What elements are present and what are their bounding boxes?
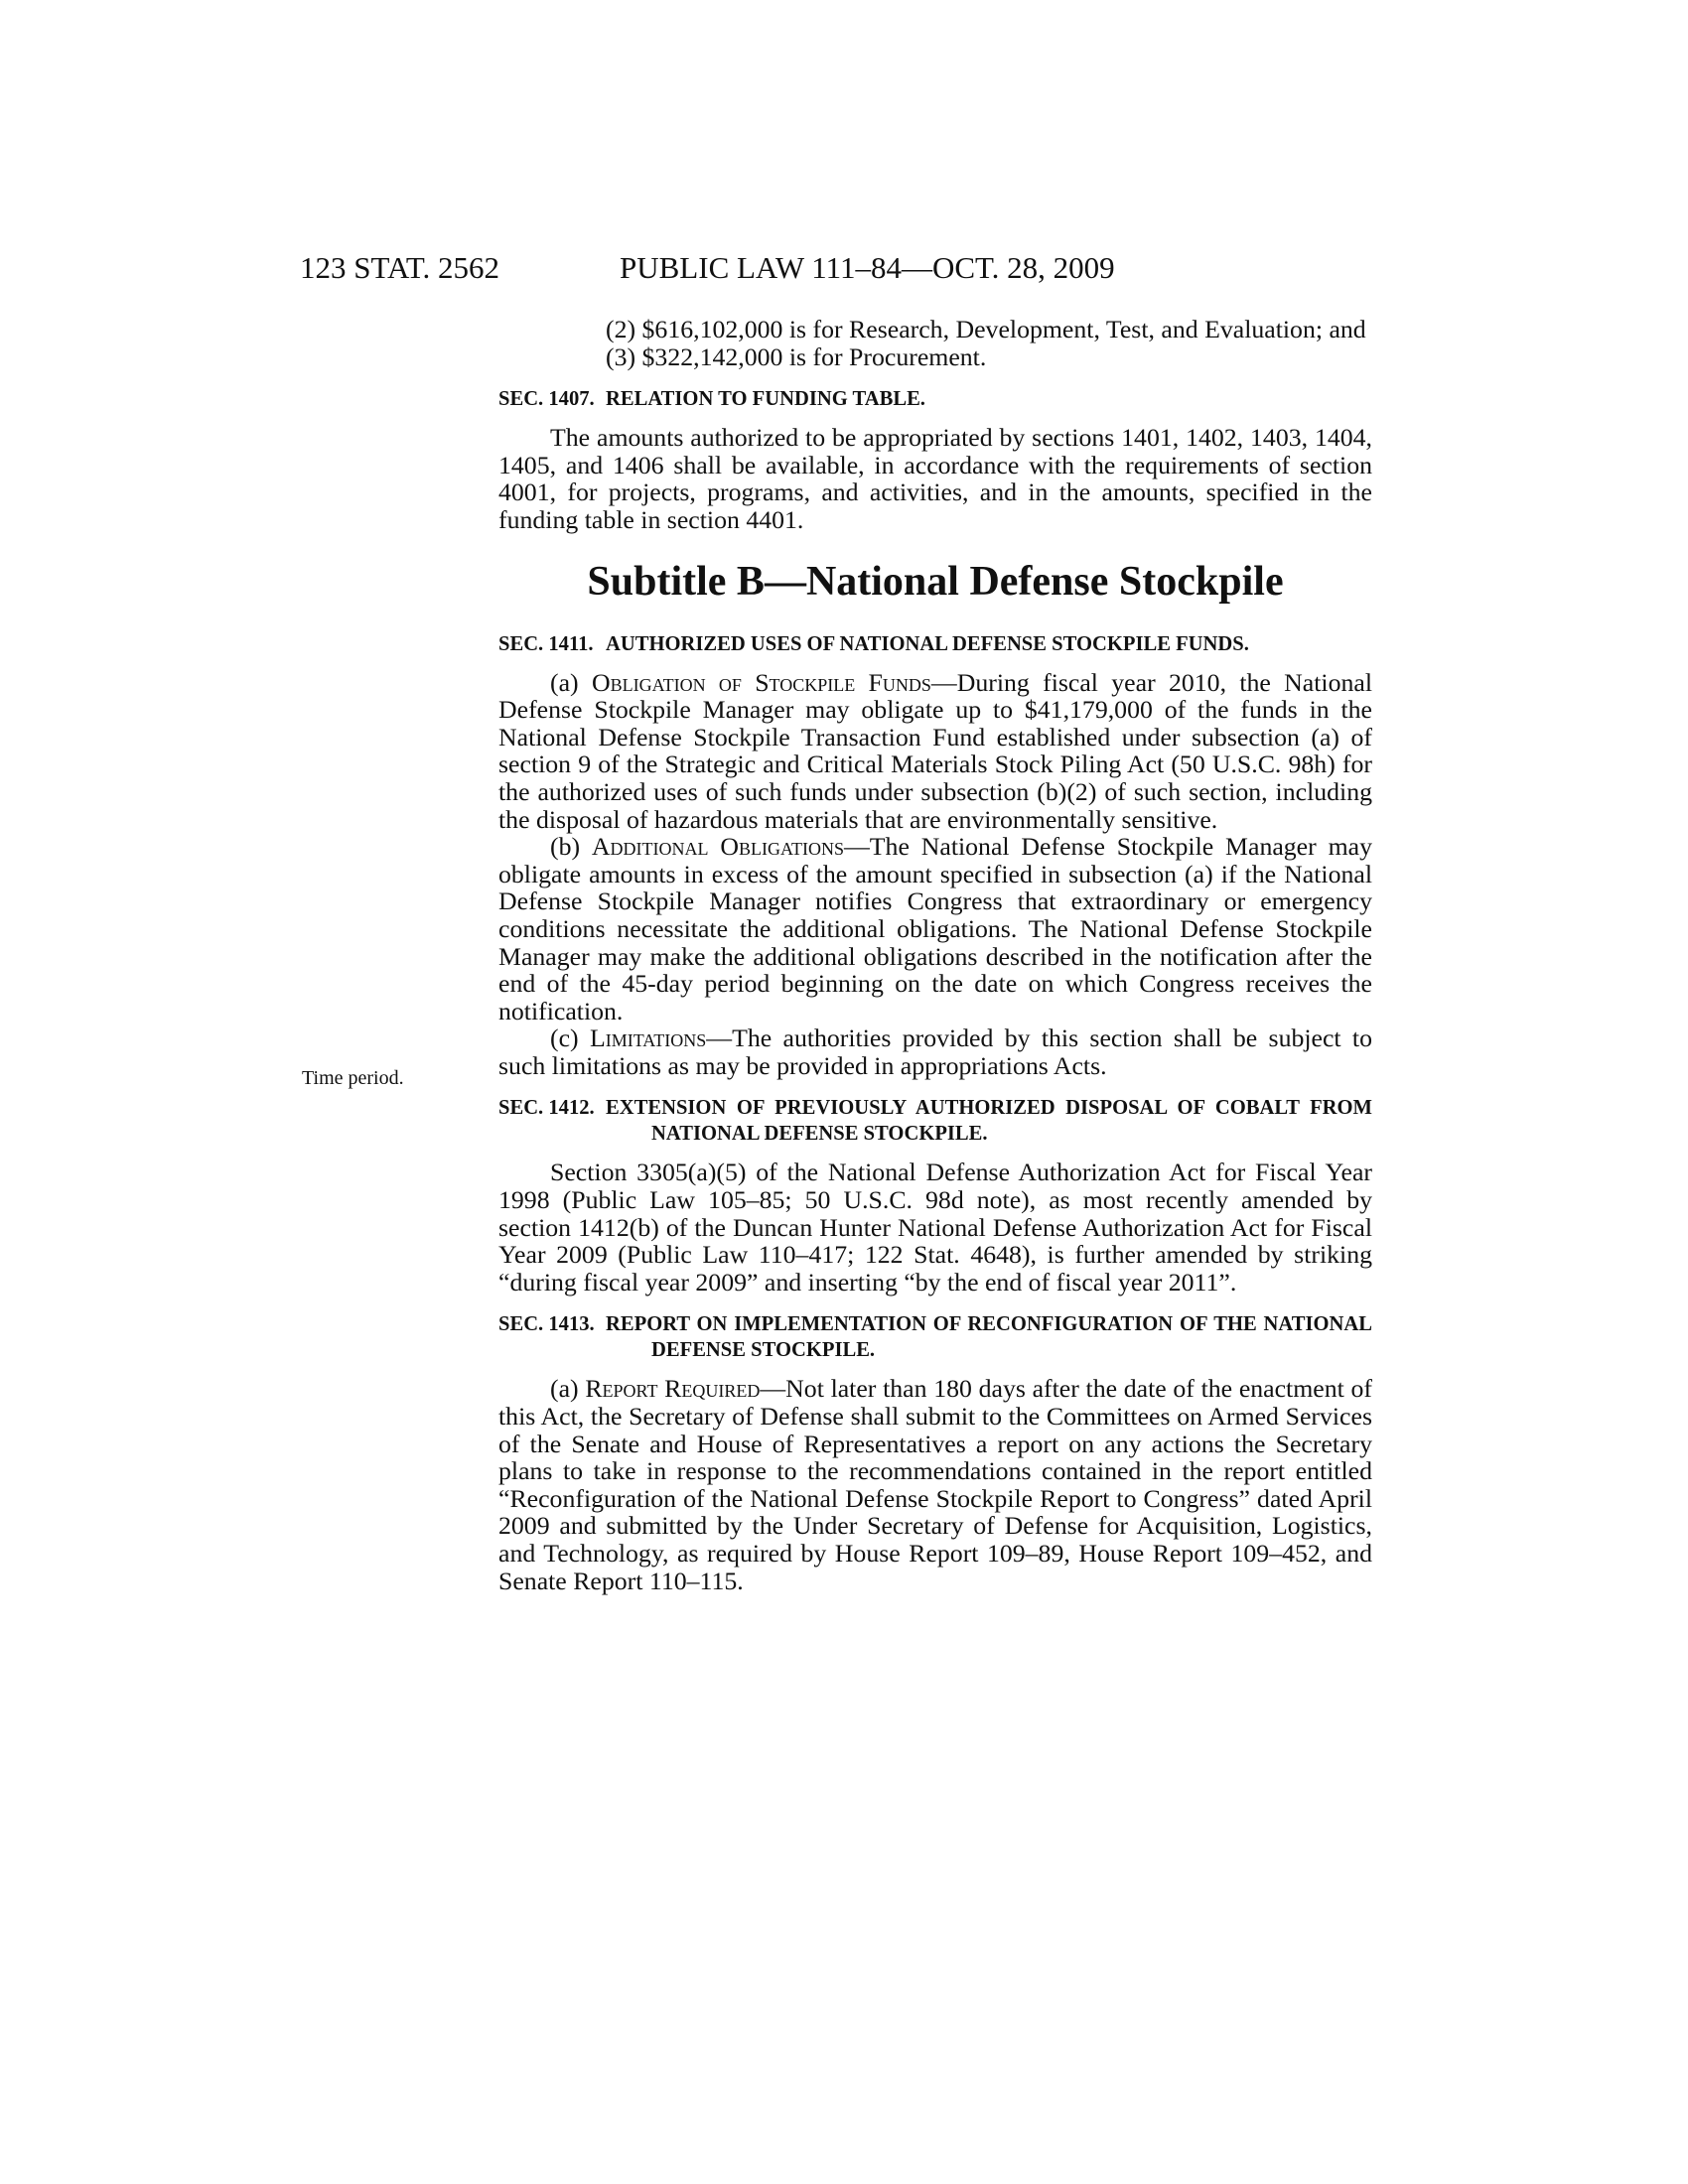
subsection-text: —During fiscal year 2010, the National Defense Stockpile Manager may obligate up to $41,179,000 of the funds in the National Defense Stockpile Transaction Fund established under subsection (a) of section 9 of the Strategic and Critical Materials Stock Piling Act (50 U.S.C. 98h) for the authorized uses of such funds under subsection (b)(2) of such section, including the disposal of hazardous materials that are environmentally sensitive.: [498, 667, 1373, 834]
section-number: SEC. 1412.: [498, 1097, 595, 1120]
subsection-text: —The authorities provided by this section shall be subject to such limitations as may be provided in appropriations Acts.: [498, 1024, 1372, 1080]
section-heading-1411: [498, 631, 1372, 657]
section-number: SEC. 1413.: [498, 1313, 595, 1336]
section-heading-1413: [498, 1311, 1372, 1363]
section-number: SEC. 1411.: [498, 632, 594, 655]
section-heading-1407: [498, 386, 1372, 412]
sec1411-subsection-a: [498, 669, 1372, 834]
sec1411-subsection-b: [498, 833, 1372, 1024]
subsection-heading: Obligation of Stockpile Funds: [591, 667, 931, 697]
subsection-label: (a): [550, 1374, 586, 1404]
section-title: AUTHORIZED USES OF NATIONAL DEFENSE STOCKPILE FUNDS.: [606, 632, 1249, 655]
subsection-text: —Not later than 180 days after the date of the enactment of this Act, the Secretary of Defense shall submit to the Committees on Armed Services of the Senate and House of Representatives a report on any actions the Secretary plans to take in response to the recommendations contained in the report entitled “Reconfiguration of the National Defense Stockpile Report to Congress” dated April 2009 and submitted by the Under Secretary of Defense for Acquisition, Logistics, and Technology, as required by House Report 109–89, House Report 109–452, and Senate Report 110–115.: [498, 1374, 1372, 1595]
section-number: SEC. 1407.: [498, 388, 595, 411]
page-header: [300, 248, 1412, 288]
subsection-heading: Limitations: [589, 1024, 707, 1053]
sec1406-item-2: (2) $616,102,000 is for Research, Development, Test, and Evaluation; and: [606, 315, 1366, 343]
subtitle-heading: Subtitle B—National Defense Stockpile: [587, 558, 1284, 605]
section-title: EXTENSION OF PREVIOUSLY AUTHORIZED DISPOSAL OF COBALT FROM NATIONAL DEFENSE STOCKPILE.: [606, 1097, 1372, 1146]
sec1413-subsection-a: [498, 1375, 1372, 1594]
section-title: RELATION TO FUNDING TABLE.: [606, 388, 925, 411]
sec1411-subsection-c: [498, 1024, 1372, 1079]
sec1406-item-3: (3) $322,142,000 is for Procurement.: [606, 341, 987, 371]
subsection-heading: Report Required: [585, 1374, 761, 1404]
main-text-column: [498, 316, 1372, 1594]
subsection-text: —The National Defense Stockpile Manager may obligate amounts in excess of the amount specified in subsection (a) if the National Defense Stockpile Manager notifies Congress that extraordinary or emergency conditions necessitate the additional obligations. The National Defense Stockpile Manager may make the additional obligations described in the notification after the end of the 45-day period beginning on the date on which Congress receives the notification.: [498, 832, 1372, 1025]
subsection-label: (c): [550, 1024, 590, 1053]
subsection-label: (a): [550, 667, 592, 697]
public-law-reference: PUBLIC LAW 111–84—OCT. 28, 2009: [620, 250, 1115, 285]
sec1412-body: Section 3305(a)(5) of the National Defense Authorization Act for Fiscal Year 1998 (Public Law 105–85; 50 U.S.C. 98d note), as most recently amended by section 1412(b) of the Duncan Hunter National Defense Authorization Act for Fiscal Year 2009 (Public Law 110–417; 122 Stat. 4648), is further amended by striking “during fiscal year 2009” and inserting “by the end of fiscal year 2011”.: [498, 1158, 1372, 1297]
margin-note: Time period.: [302, 1067, 404, 1089]
subsection-heading: Additional Obligations: [591, 832, 844, 862]
subsection-label: (b): [550, 832, 592, 862]
section-title: REPORT ON IMPLEMENTATION OF RECONFIGURATION OF THE NATIONAL DEFENSE STOCKPILE.: [606, 1313, 1372, 1362]
statute-reference: 123 STAT. 2562: [300, 250, 500, 285]
section-heading-1412: [498, 1095, 1372, 1147]
sec1407-body: The amounts authorized to be appropriated by sections 1401, 1402, 1403, 1404, 1405, and 1406 shall be available, in accordance with the requirements of section 4001, for projects, programs, and activities, and in the amounts, specified in the funding table in section 4401.: [498, 423, 1372, 534]
